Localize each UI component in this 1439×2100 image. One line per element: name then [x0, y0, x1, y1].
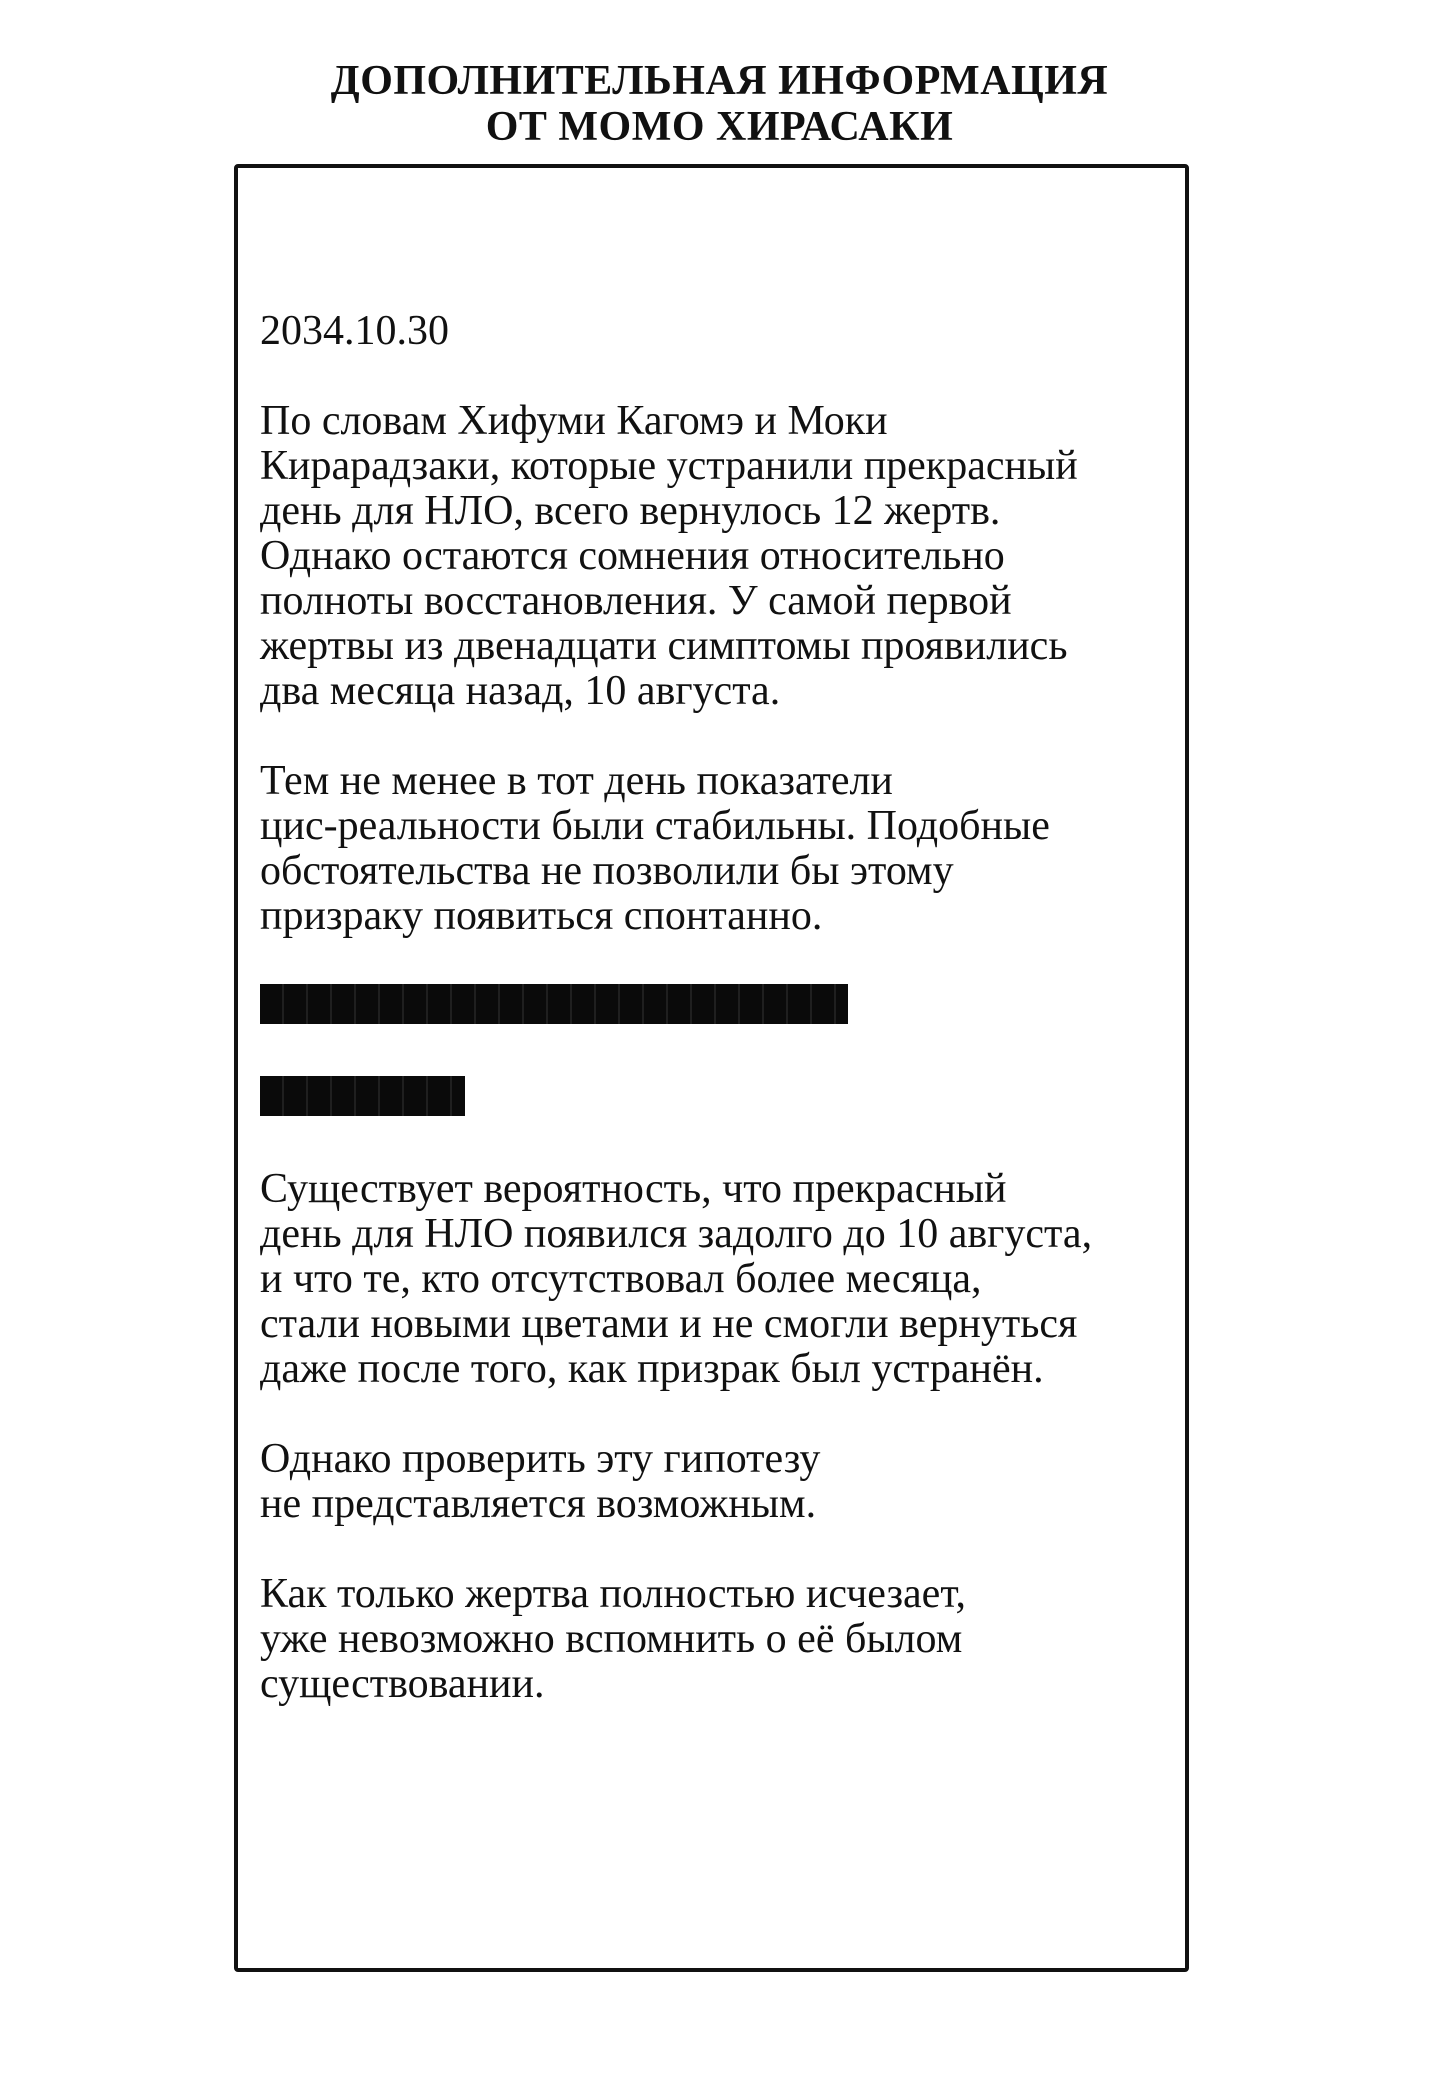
paragraph-line: обстоятельства не позволили бы этому [260, 848, 954, 894]
paragraph-line: день для НЛО появился задолго до 10 августа, [260, 1211, 1093, 1257]
paragraph-line: Однако проверить эту гипотезу [260, 1436, 821, 1482]
redacted-line-short [260, 1076, 465, 1116]
paragraph-line: и что те, кто отсутствовал более месяца, [260, 1256, 982, 1302]
paragraph-2 [260, 759, 1190, 939]
paragraph-line: Кирарадзаки, которые устранили прекрасный [260, 443, 1078, 489]
title-line-1: ДОПОЛНИТЕЛЬНАЯ ИНФОРМАЦИЯ [330, 58, 1109, 104]
paragraph-line: два месяца назад, 10 августа. [260, 668, 781, 714]
paragraph-line: призраку появиться спонтанно. [260, 893, 823, 939]
paragraph-5 [260, 1572, 1190, 1707]
paragraph-line: Однако остаются сомнения относительно [260, 533, 1005, 579]
title-line-2: ОТ МОМО ХИРАСАКИ [485, 104, 954, 150]
note-body [260, 309, 1190, 1707]
paragraph-line: По словам Хифуми Кагомэ и Моки [260, 398, 888, 444]
paragraph-line: полноты восстановления. У самой первой [260, 578, 1012, 624]
paragraph-4 [260, 1437, 1190, 1527]
paragraph-line: жертвы из двенадцати симптомы проявились [260, 623, 1068, 669]
paragraph-line: цис-реальности были стабильны. Подобные [260, 803, 1050, 849]
note-date: 2034.10.30 [260, 308, 449, 354]
paragraph-line: не представляется возможным. [260, 1481, 817, 1527]
paragraph-line: Как только жертва полностью исчезает, [260, 1571, 967, 1617]
redacted-line-long [260, 984, 848, 1024]
paragraph-line: существовании. [260, 1661, 545, 1707]
paragraph-3 [260, 1167, 1190, 1392]
paragraph-1 [260, 399, 1190, 714]
paragraph-line: стали новыми цветами и не смогли вернуться [260, 1301, 1078, 1347]
paragraph-line: даже после того, как призрак был устранён. [260, 1346, 1044, 1392]
document-title [0, 58, 1439, 150]
paragraph-line: Тем не менее в тот день показатели [260, 758, 893, 804]
paragraph-line: день для НЛО, всего вернулось 12 жертв. [260, 488, 1001, 534]
paragraph-line: уже невозможно вспомнить о её былом [260, 1616, 963, 1662]
paragraph-line: Существует вероятность, что прекрасный [260, 1166, 1007, 1212]
